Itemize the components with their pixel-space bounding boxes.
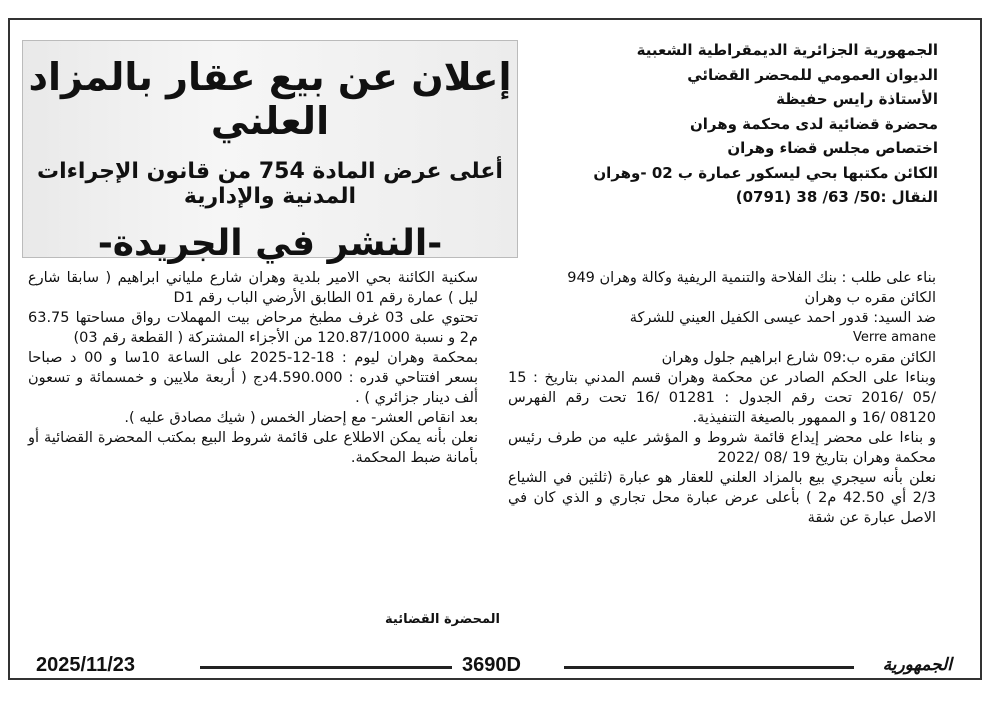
paragraph: تحتوي على 03 غرف مطبخ مرحاض بيت المهملات رواق مساحتها 63.75 م2 و نسبة 120.87/1000 من الأجزاء المشتركة ( القطعة رقم 03) bbox=[28, 310, 478, 346]
newspaper-name: الجمهورية bbox=[882, 655, 952, 675]
paragraph: بناء على طلب : بنك الفلاحة والتنمية الريفية وكالة وهران 949 bbox=[567, 270, 936, 286]
body-column-left bbox=[28, 268, 478, 468]
header-line: محضرة قضائية لدى محكمة وهران bbox=[689, 114, 938, 133]
paragraph: و بناءا على محضر إيداع قائمة شروط و المؤشر عليه من طرف رئيس محكمة وهران بتاريخ 19 /08 /2022 bbox=[508, 430, 936, 466]
header-line: اختصاص مجلس قضاء وهران bbox=[727, 139, 938, 157]
page-footer bbox=[14, 652, 976, 680]
header-line: الجمهورية الجزائرية الديمقراطية الشعبية bbox=[636, 41, 938, 59]
banner-publish: -النشر في الجريدة- bbox=[97, 223, 443, 264]
paragraph: نعلن بأنه سيجري بيع بالمزاد العلني للعقار هو عبارة (ثلثين في الشياع 2/3 أي 42.50 م2 ) بأعلى عرض عبارة محل تجاري و الذي كان في الاصل عبارة عن شقة bbox=[508, 470, 937, 526]
body-column-right bbox=[508, 268, 936, 528]
header-line: الديوان العمومي للمحضر القضائي bbox=[687, 65, 938, 84]
issuer-header bbox=[593, 38, 938, 210]
footer-rule bbox=[564, 666, 854, 669]
paragraph: وبناءا على الحكم الصادر عن محكمة وهران قسم المدني بتاريخ : 15 /05 /2016 تحت رقم الجدول : 01281 /16 تحت رقم الفهرس 08120 /16 و الممهور بالصيغة التنفيذية. bbox=[508, 370, 937, 426]
paragraph: الكائن مقره ب وهران bbox=[804, 290, 936, 306]
paragraph: الكائن مقره ب:09 شارع ابراهيم جلول وهران bbox=[661, 350, 936, 366]
banner-title: إعلان عن بيع عقار بالمزاد العلني bbox=[28, 55, 512, 143]
paragraph: بمحكمة وهران ليوم : 18-12-2025 على الساعة 10سا و 00 د صباحا بسعر افتتاحي قدره : 4.590.000دج ( أربعة ملايين و خمسمائة و تسعون ألف دينار جزائري ) . bbox=[28, 350, 479, 406]
paragraph: سكنية الكائنة بحي الامير بلدية وهران شارع ملياني ابراهيم ( سابقا شارع ليل ) عمارة رقم 01 الطابق الأرضي الباب رقم D1 bbox=[28, 270, 478, 306]
footer-code: 3690D bbox=[462, 654, 521, 676]
header-line: النقال :50/ 63/ 38 (0791) bbox=[735, 188, 938, 206]
footer-date: 2025/11/23 bbox=[36, 654, 135, 676]
signature: المحضرة القضائية bbox=[385, 612, 500, 627]
company-name: Verre amane bbox=[852, 330, 936, 345]
header-line: الكائن مكتبها بحي ليسكور عمارة ب 02 -وهران bbox=[593, 163, 938, 182]
paragraph: ضد السيد: قدور احمد عيسى الكفيل العيني للشركة bbox=[629, 310, 936, 326]
announcement-banner bbox=[22, 40, 518, 264]
footer-rule bbox=[200, 666, 452, 669]
paragraph: بعد انقاص العشر- مع إحضار الخمس ( شيك مصادق عليه ). bbox=[124, 410, 478, 426]
banner-subtitle: أعلى عرض المادة 754 من قانون الإجراءات المدنية والإدارية bbox=[37, 159, 503, 209]
paragraph: نعلن بأنه يمكن الاطلاع على قائمة شروط البيع بمكتب المحضرة القضائية أو بأمانة ضبط المحكمة. bbox=[28, 430, 478, 466]
header-line: الأستاذة رايس حفيظة bbox=[776, 90, 938, 108]
